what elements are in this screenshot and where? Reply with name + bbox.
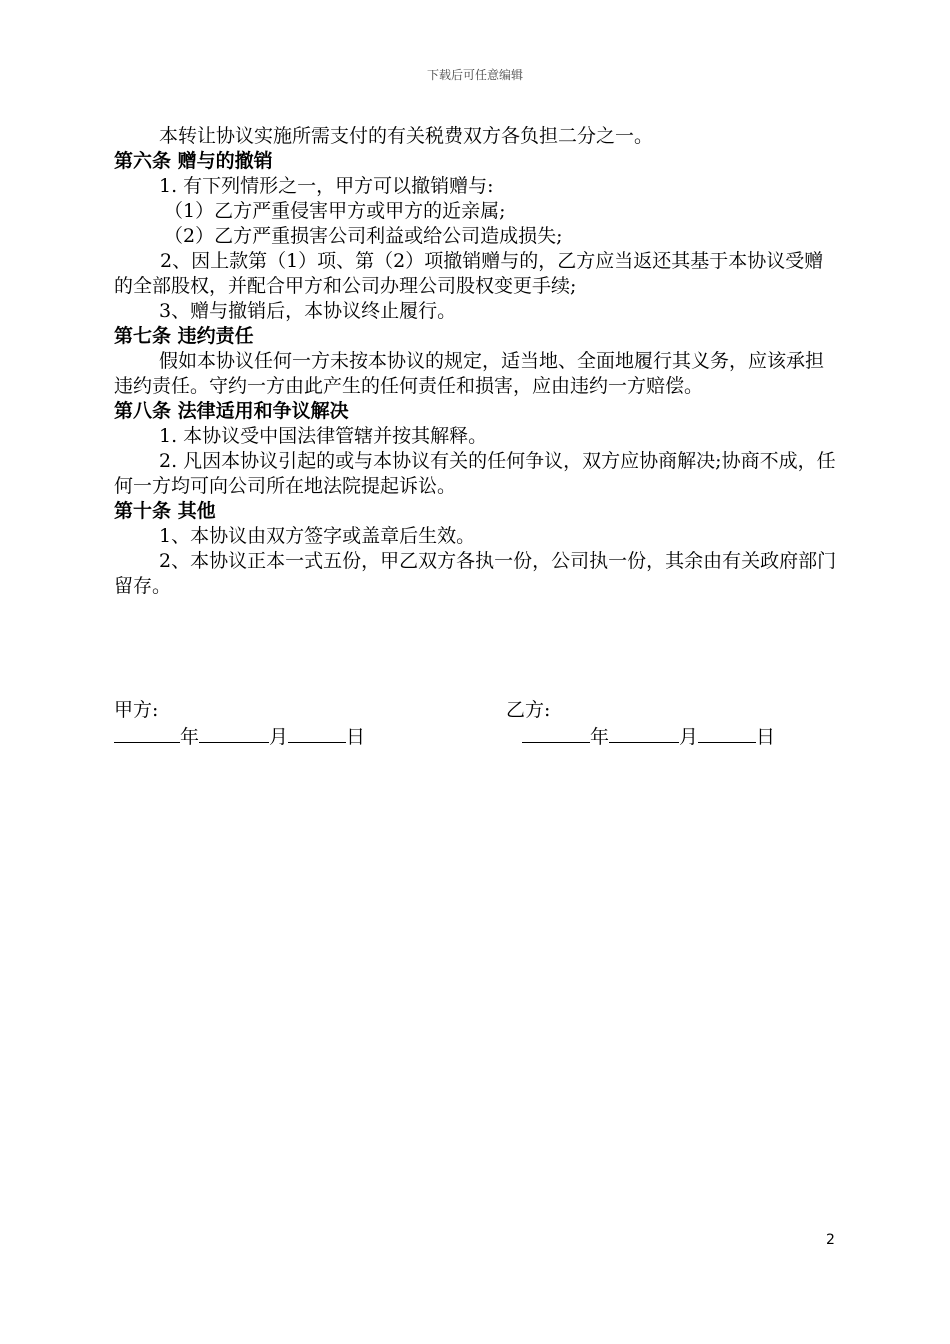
paragraph-6-1-1: （1）乙方严重侵害甲方或甲方的近亲属; [164,200,506,222]
heading-article-6: 第六条 赠与的撤销 [114,150,273,172]
party-b-day-blank[interactable] [698,722,756,743]
party-b-date [522,722,775,750]
party-a-year-blank[interactable] [114,722,180,743]
page-header: 下载后可任意编辑 [426,68,523,82]
paragraph-10-2: 2、本协议正本一式五份，甲乙双方各执一份，公司执一份，其余由有关政府部门留存。 [114,550,837,597]
paragraph-6-2: 2、因上款第（1）项、第（2）项撤销赠与的，乙方应当返还其基于本协议受赠的全部股权，并配合甲方和公司办理公司股权变更手续; [114,250,824,297]
paragraph-6-3: 3、赠与撤销后，本协议终止履行。 [159,300,457,322]
paragraph-tax: 本转让协议实施所需支付的有关税费双方各负担二分之一。 [159,125,654,147]
month-label: 月 [679,726,699,748]
heading-article-10: 第十条 其他 [114,500,216,522]
day-label: 日 [756,726,776,748]
page-number: 2 [826,1232,835,1248]
paragraph-10-1: 1、本协议由双方签字或盖章后生效。 [159,525,476,547]
paragraph-6-1: 1. 有下列情形之一，甲方可以撤销赠与: [159,175,494,197]
paragraph-8-2: 2. 凡因本协议引起的或与本协议有关的任何争议，双方应协商解决;协商不成，任何一方均可向公司所在地法院提起诉讼。 [114,450,836,497]
party-b-year-blank[interactable] [522,722,590,743]
heading-article-8: 第八条 法律适用和争议解决 [114,400,349,422]
month-label: 月 [269,726,289,748]
year-label: 年 [590,726,610,748]
document-body [114,124,838,599]
party-a-label: 甲方: [114,699,159,721]
party-a-day-blank[interactable] [288,722,346,743]
paragraph-8-1: 1. 本协议受中国法律管辖并按其解释。 [159,425,488,447]
year-label: 年 [180,726,200,748]
paragraph-7: 假如本协议任何一方未按本协议的规定，适当地、全面地履行其义务，应该承担违约责任。守约一方由此产生的任何责任和损害，应由违约一方赔偿。 [114,350,825,397]
party-a-month-blank[interactable] [199,722,269,743]
party-b-label: 乙方: [506,699,551,721]
heading-article-7: 第七条 违约责任 [114,325,254,347]
paragraph-6-1-2: （2）乙方严重损害公司利益或给公司造成损失; [164,225,563,247]
day-label: 日 [346,726,366,748]
party-a-date [114,722,365,750]
party-b-month-blank[interactable] [609,722,679,743]
